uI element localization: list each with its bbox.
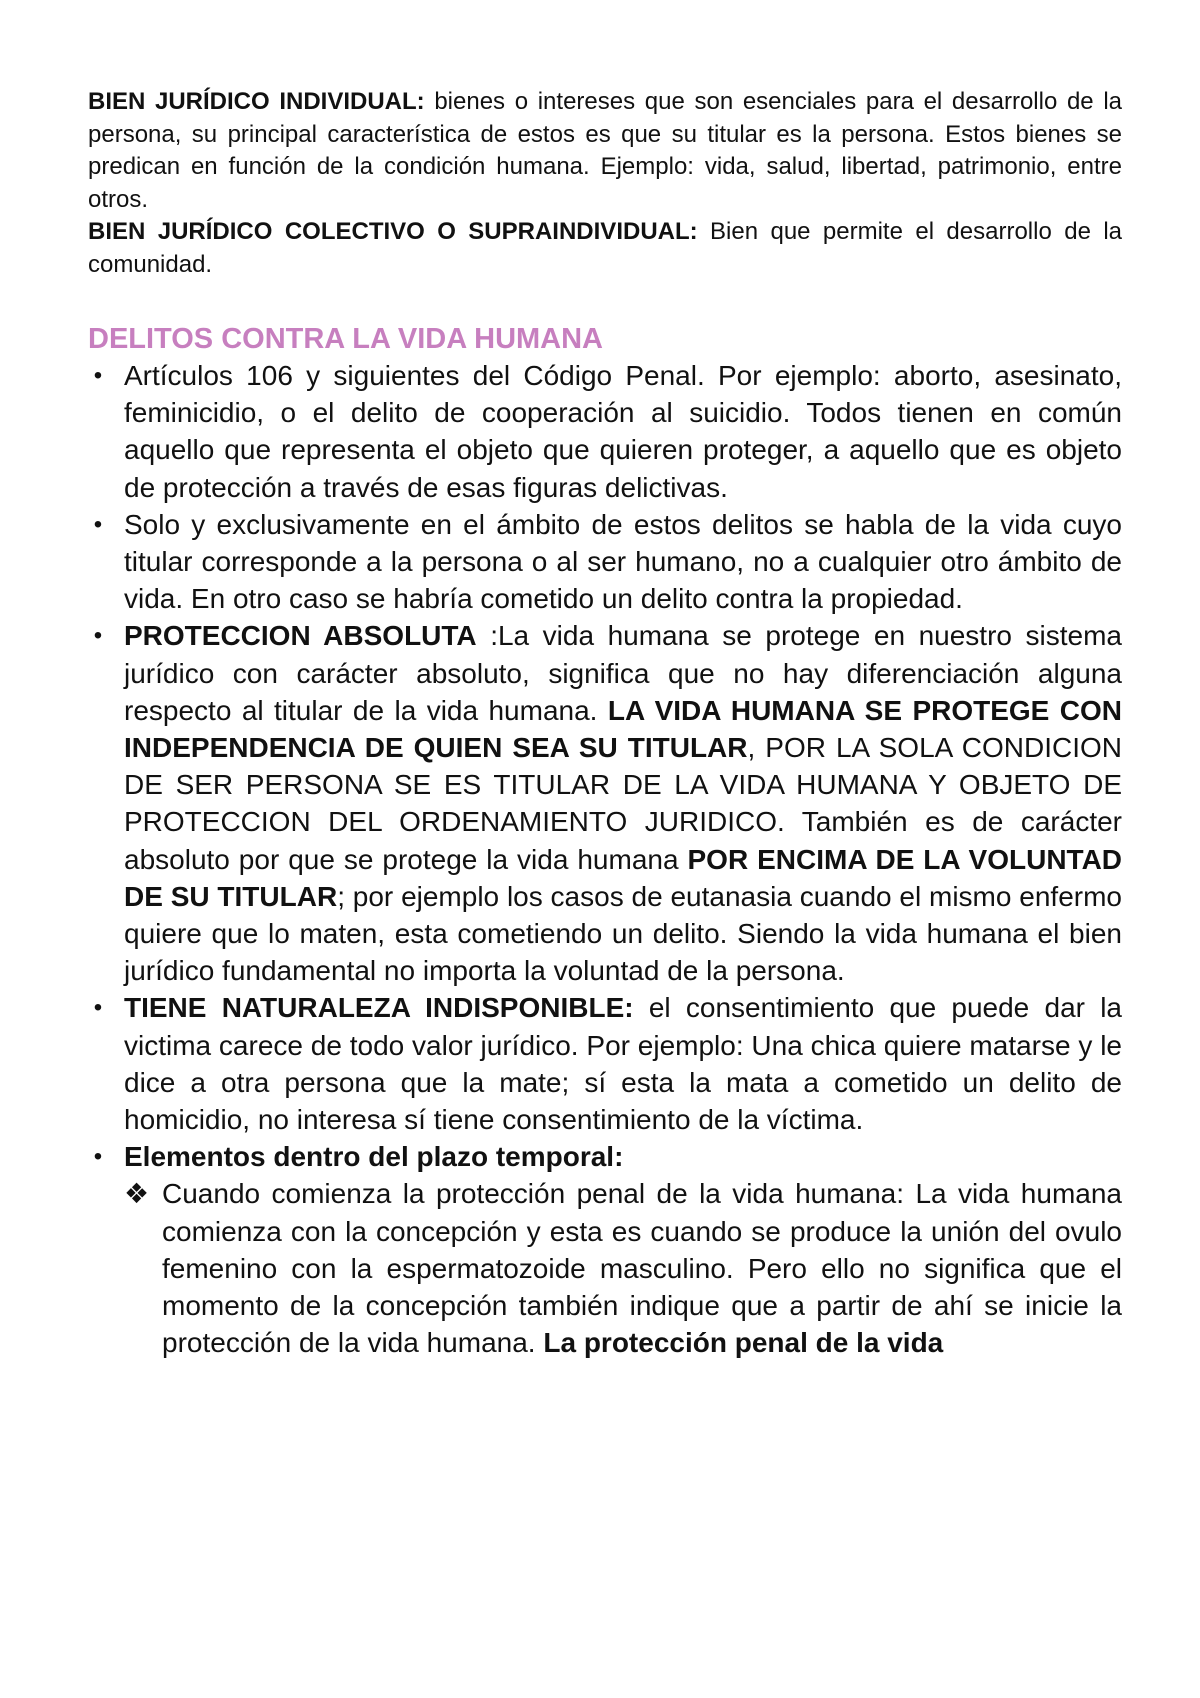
bold-emphasis: POR ENCIMA DE LA VOLUNTAD DE SU TITULAR	[124, 843, 1123, 912]
bullet-icon: •	[93, 994, 103, 1022]
list-item	[88, 1138, 1122, 1361]
bold-term: Elementos dentro del plazo temporal:	[124, 1141, 624, 1173]
list-item	[88, 506, 1122, 618]
bold-emphasis: La protección penal de la vida	[543, 1327, 944, 1359]
bullet-list	[88, 357, 1122, 1361]
definition-collective	[88, 216, 1122, 281]
bold-term: PROTECCION ABSOLUTA	[124, 620, 477, 652]
definition-individual	[88, 86, 1122, 216]
list-item-text: ; por ejemplo los casos de eutanasia cuando el mismo enfermo quiere que lo maten, esta cometiendo un delito. Siendo la vida humana el bien jurídico fundamental no importa la voluntad de la persona.	[124, 880, 1122, 987]
list-item-text: :La vida humana se protege en nuestro sistema jurídico con carácter absoluto, significa que no hay diferenciación alguna respecto al titular de la vida humana.	[124, 620, 1122, 726]
term-individual: BIEN JURÍDICO INDIVIDUAL:	[88, 88, 425, 115]
sub-bullet-list	[88, 1175, 1122, 1361]
list-item-text: , POR LA SOLA CONDICION DE SER PERSONA SE ES TITULAR DE LA VIDA HUMANA Y OBJETO DE PROTECCION DEL ORDENAMIENTO JURIDICO. También es de carácter absoluto por que se protege la vida humana	[124, 732, 1123, 875]
sub-list-item-text: Cuando comienza la protección penal de la vida humana: La vida humana comienza con la concepción y esta es cuando se produce la unión del ovulo femenino con la espermatozoide masculino. Pero ello no significa que el momento de la concepción también indique que a partir de ahí se inicie la protección de la vida humana.	[162, 1178, 1122, 1359]
bullet-icon: •	[93, 362, 103, 389]
list-item	[88, 989, 1122, 1138]
sub-list-item	[88, 1175, 1122, 1361]
list-item-text: Solo y exclusivamente en el ámbito de estos delitos se habla de la vida cuyo titular corresponde a la persona o al ser humano, no a cualquier otro ámbito de vida. En otro caso se habría cometido un delito contra la propiedad.	[124, 508, 1122, 615]
document-page	[88, 86, 1122, 1361]
list-item	[88, 357, 1122, 506]
definition-collective-text: Bien que permite el desarrollo de la comunidad.	[88, 218, 1122, 278]
term-collective: BIEN JURÍDICO COLECTIVO O SUPRAINDIVIDUAL:	[88, 218, 698, 245]
definition-individual-text: bienes o intereses que son esenciales para el desarrollo de la persona, su principal característica de estos es que su titular es la persona. Estos bienes se predican en función de la condición humana. Ejemplo: vida, salud, libertad, patrimonio, entre otros.	[88, 88, 1122, 213]
list-item-text: Artículos 106 y siguientes del Código Penal. Por ejemplo: aborto, asesinato, feminicidio, o el delito de cooperación al suicidio. Todos tienen en común aquello que representa el objeto que quieren proteger, a aquello que es objeto de protección a través de esas figuras delictivas.	[124, 360, 1122, 503]
bold-term: TIENE NATURALEZA INDISPONIBLE:	[124, 992, 634, 1024]
bullet-icon: •	[93, 1143, 103, 1171]
list-item-text: el consentimiento que puede dar la victima carece de todo valor jurídico. Por ejemplo: Una chica quiere matarse y le dice a otra persona que la mate; sí esta la mata a cometido un delito de homicidio, no interesa sí tiene consentimiento de la víctima.	[124, 992, 1122, 1136]
list-item	[88, 617, 1122, 989]
bullet-icon: •	[93, 622, 103, 650]
diamond-bullet-icon: ❖	[124, 1177, 150, 1211]
bold-emphasis: LA VIDA HUMANA SE PROTEGE CON INDEPENDENCIA DE QUIEN SEA SU TITULAR	[124, 694, 1122, 764]
section-heading: DELITOS CONTRA LA VIDA HUMANA	[88, 323, 604, 355]
bullet-icon: •	[93, 510, 103, 538]
